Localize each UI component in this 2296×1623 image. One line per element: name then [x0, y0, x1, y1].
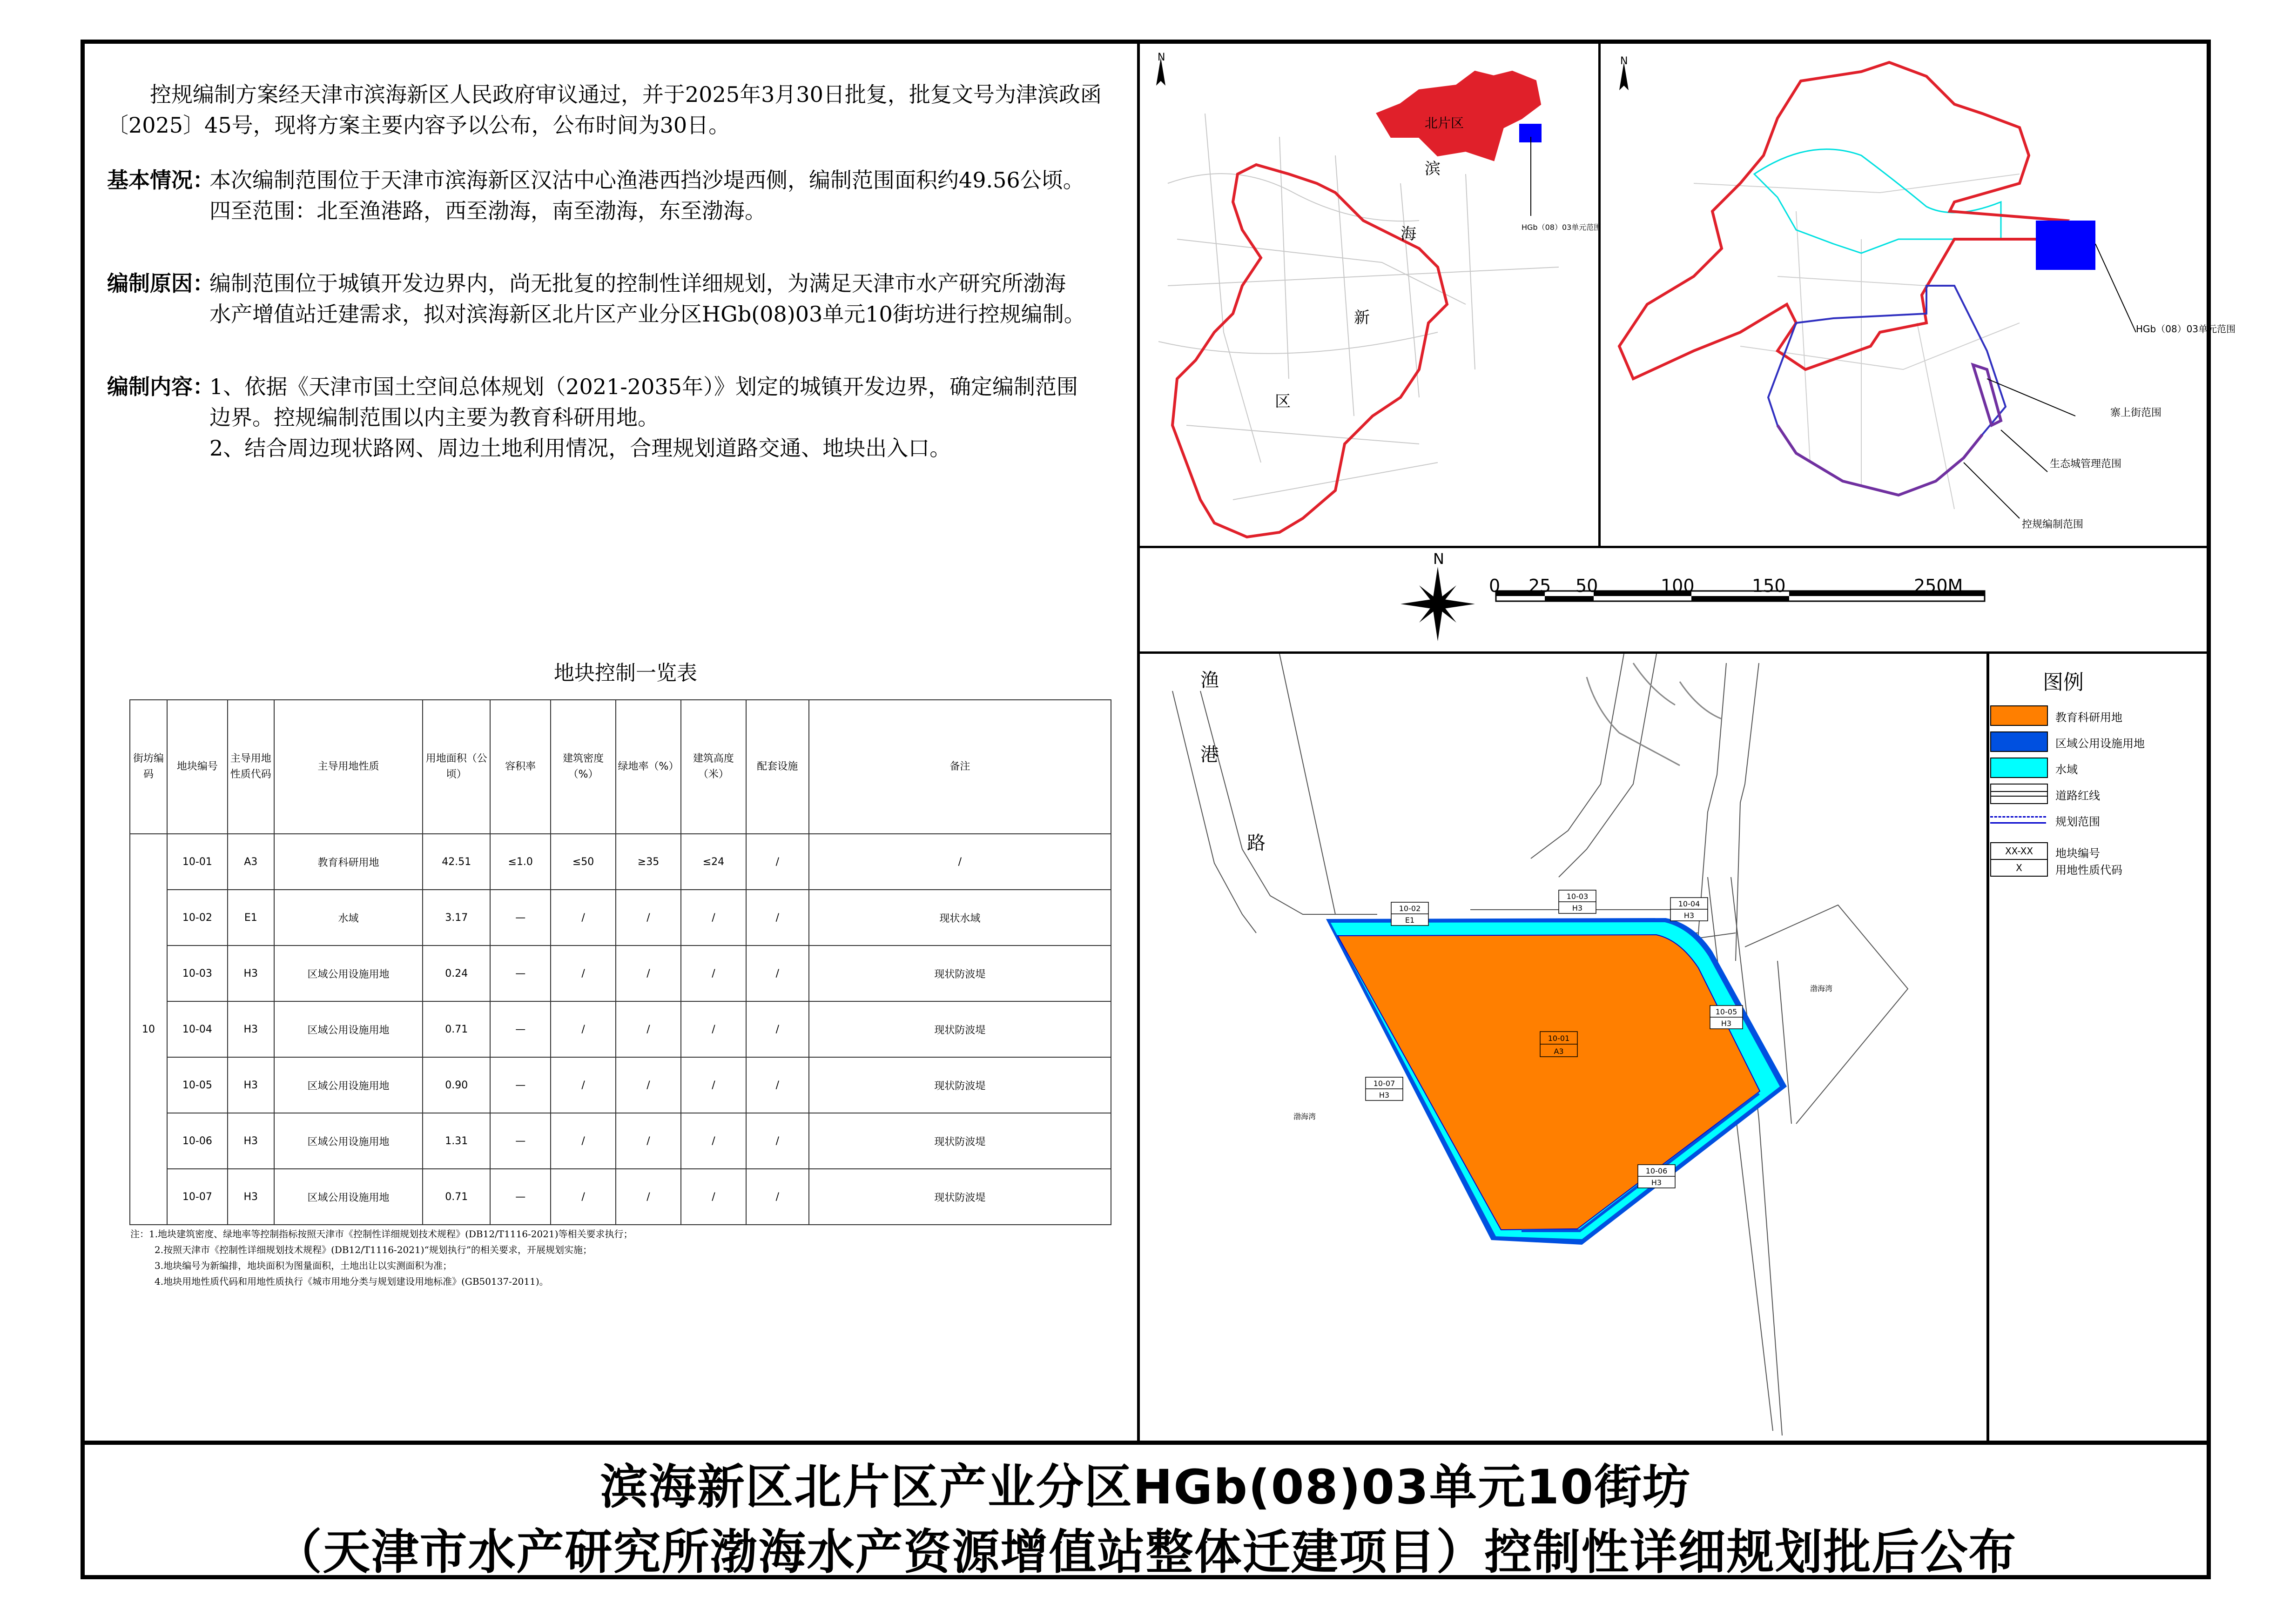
table-note: 注：1.地块建筑密度、绿地率等控制指标按照天津市《控制性详细规划技术规程》(DB12/T1116-2021)等相关要求执行； [130, 1228, 633, 1240]
table-cell: 区域公用设施用地 [274, 1057, 423, 1113]
table-cell: 水域 [274, 890, 423, 946]
map-label-xin: 新 [1354, 309, 1370, 327]
legend-divider [1986, 654, 1989, 1441]
table-cell: ≤24 [681, 834, 746, 890]
table-cell: ≤50 [551, 834, 616, 890]
content-line-1: 1、依据《天津市国土空间总体规划（2021-2035年）》划定的城镇开发边界，确定编制范围 [209, 374, 1078, 399]
table-cell: / [551, 890, 616, 946]
svg-text:A3: A3 [1554, 1047, 1564, 1056]
sea-label-west: 渤海湾 [1293, 1112, 1316, 1121]
content-line-3: 2、结合周边现状路网、周边土地利用情况，合理规划道路交通、地块出入口。 [209, 436, 951, 461]
table-cell: 现状防波堤 [809, 946, 1111, 1001]
table-body [130, 834, 1111, 1225]
table-cell: / [746, 1169, 809, 1225]
table-cell: 10-05 [167, 1057, 228, 1113]
parcel-label-10-04 [1670, 898, 1708, 921]
scale-tick-100: 100 [1661, 576, 1695, 596]
table-cell: E1 [228, 890, 274, 946]
legend-title: 图例 [2043, 671, 2084, 694]
reason-line-1: 编制范围位于城镇开发边界内，尚无批复的控制性详细规划，为满足天津市水产研究所渤海 [209, 271, 1066, 296]
compass-icon [1400, 550, 1475, 641]
table-header-row [130, 700, 1111, 834]
map-label-hai: 海 [1400, 225, 1416, 243]
content-line-2: 边界。控规编制范围以内主要为教育科研用地。 [209, 405, 659, 430]
document-title [81, 1445, 2211, 1579]
table-cell: 区域公用设施用地 [274, 946, 423, 1001]
table-cell: 区域公用设施用地 [274, 1169, 423, 1225]
table-cell: 0.90 [423, 1057, 490, 1113]
table-cell: ≤1.0 [490, 834, 551, 890]
basic-section [107, 165, 1103, 226]
title-divider [81, 1441, 2211, 1445]
svg-text:10-04: 10-04 [1678, 899, 1700, 908]
table-cell: — [490, 890, 551, 946]
table-cell: H3 [228, 1057, 274, 1113]
reason-line-2: 水产增值站迁建需求，拟对滨海新区北片区产业分区HGb(08)03单元10街坊进行控规编制。 [209, 302, 1085, 327]
table-cell: 区域公用设施用地 [274, 1001, 423, 1057]
scale-bar-area [1140, 548, 2210, 651]
table-cell: 42.51 [423, 834, 490, 890]
table-row [130, 1001, 1111, 1057]
table-cell: 3.17 [423, 890, 490, 946]
svg-text:N: N [1158, 52, 1165, 63]
svg-text:10-02: 10-02 [1399, 904, 1421, 913]
table-cell: 现状防波堤 [809, 1057, 1111, 1113]
table-cell: — [490, 946, 551, 1001]
table-note: 2.按照天津市《控制性详细规划技术规程》(DB12/T1116-2021)“规划执行”的相关要求，开展规划实施； [155, 1244, 592, 1255]
table-cell: 0.71 [423, 1169, 490, 1225]
table-cell: 10-04 [167, 1001, 228, 1057]
table-cell: A3 [228, 834, 274, 890]
map-left-callout: HGb（08）03单元范围 [1522, 223, 1602, 232]
sea-label-east: 渤海湾 [1810, 984, 1833, 993]
table-cell: / [551, 1057, 616, 1113]
table-cell: / [746, 1113, 809, 1169]
legend-swatch-blue [1990, 731, 2048, 752]
unit-marker-right [2036, 221, 2095, 270]
scale-tick-0: 0 [1489, 576, 1501, 596]
table-cell: 10-03 [167, 946, 228, 1001]
svg-text:10-01: 10-01 [1548, 1034, 1570, 1043]
north-arrow-right-icon [1619, 55, 1629, 90]
legend-swatch-boundary [1990, 810, 2046, 828]
table-row [130, 1113, 1111, 1169]
legend-swatch-cyan [1990, 758, 2048, 778]
table-cell: 区域公用设施用地 [274, 1113, 423, 1169]
block-code-cell: 10 [130, 834, 167, 1225]
location-map-city [1140, 44, 1602, 546]
table-cell: 10-07 [167, 1169, 228, 1225]
content-heading: 编制内容： [107, 374, 214, 399]
table-cell: — [490, 1001, 551, 1057]
reason-heading: 编制原因： [107, 271, 214, 296]
svg-text:E1: E1 [1405, 916, 1415, 925]
table-cell: 现状防波堤 [809, 1169, 1111, 1225]
location-map-district [1601, 44, 2236, 546]
control-table [129, 699, 1111, 1225]
table-note: 3.地块编号为新编排，地块面积为图量面积，土地出让以实测面积为准； [155, 1260, 452, 1271]
table-cell: / [616, 890, 681, 946]
table-cell: 0.71 [423, 1001, 490, 1057]
table-cell: H3 [228, 1113, 274, 1169]
reason-section [107, 268, 1103, 329]
svg-text:10-06: 10-06 [1645, 1167, 1668, 1175]
map-right-callout-1: HGb（08）03单元范围 [2136, 323, 2236, 335]
table-cell: / [551, 946, 616, 1001]
intro-text [107, 79, 1103, 463]
basic-line-2: 四至范围：北至渔港路，西至渤海，南至渤海，东至渤海。 [209, 198, 766, 223]
table-cell: / [746, 890, 809, 946]
table-cell: 10-02 [167, 890, 228, 946]
table-cell: / [746, 1001, 809, 1057]
table-cell: H3 [228, 1169, 274, 1225]
table-cell: / [681, 1001, 746, 1057]
table-notes [130, 1226, 633, 1289]
table-header-cell: 备注 [809, 700, 1111, 834]
parcel-label-10-03 [1559, 890, 1596, 913]
table-cell: / [681, 1057, 746, 1113]
table-header-cell: 主导用地性质 [274, 700, 423, 834]
table-cell: H3 [228, 1001, 274, 1057]
table-cell: / [616, 1057, 681, 1113]
table-cell: 0.24 [423, 946, 490, 1001]
road-char-2: 港 [1200, 744, 1219, 765]
table-cell: / [681, 1169, 746, 1225]
title-line-2: （天津市水产研究所渤海水产资源增值站整体迁建项目）控制性详细规划批后公布 [274, 1525, 2017, 1580]
table-cell: 现状水域 [809, 890, 1111, 946]
table-row [130, 834, 1111, 890]
svg-text:H3: H3 [1379, 1091, 1390, 1100]
table-cell: / [746, 834, 809, 890]
map-label-beipianqu: 北片区 [1425, 115, 1464, 131]
table-cell: / [551, 1001, 616, 1057]
table-cell: 10-06 [167, 1113, 228, 1169]
svg-text:10-03: 10-03 [1566, 892, 1589, 901]
table-row [130, 1057, 1111, 1113]
table-cell: / [551, 1113, 616, 1169]
svg-text:H3: H3 [1651, 1178, 1662, 1187]
table-cell: ≥35 [616, 834, 681, 890]
table-header-cell: 街坊编码 [130, 700, 167, 834]
parcel-label-10-06 [1638, 1165, 1675, 1188]
table-header-cell: 主导用地性质代码 [228, 700, 274, 834]
north-arrow-left-icon [1156, 52, 1165, 86]
scale-tick-50: 50 [1576, 576, 1598, 596]
svg-text:10-05: 10-05 [1715, 1007, 1737, 1016]
table-row [130, 1169, 1111, 1225]
legend-swatch-orange [1990, 705, 2048, 726]
intro-paragraph: 控规编制方案经天津市滨海新区人民政府审议通过，并于2025年3月30日批复，批复文号为津滨政函〔2025〕45号，现将方案主要内容予以公布，公布时间为30日。 [107, 82, 1102, 138]
svg-text:N: N [1620, 55, 1628, 67]
table-cell: / [681, 890, 746, 946]
table-header-cell: 绿地率（%） [616, 700, 681, 834]
table-cell: / [616, 1169, 681, 1225]
parcel-label-10-02 [1391, 902, 1428, 926]
scale-tick-150: 150 [1752, 576, 1786, 596]
table-header-cell: 建筑密度（%） [551, 700, 616, 834]
basic-heading: 基本情况： [107, 168, 214, 193]
table-cell: 现状防波堤 [809, 1113, 1111, 1169]
table-cell: H3 [228, 946, 274, 1001]
road-char-3: 路 [1247, 832, 1266, 854]
table-header-cell: 用地面积（公顷） [423, 700, 490, 834]
table-header-cell: 建筑高度（米） [681, 700, 746, 834]
parcel-label-10-05 [1710, 1006, 1743, 1029]
table-cell: / [809, 834, 1111, 890]
table-cell: 现状防波堤 [809, 1001, 1111, 1057]
legend-swatch-road [1990, 784, 2048, 804]
svg-text:10-07: 10-07 [1373, 1079, 1395, 1088]
svg-text:H3: H3 [1721, 1019, 1732, 1028]
parcel-label-10-07 [1366, 1077, 1403, 1100]
table-cell: / [616, 1113, 681, 1169]
table-cell: / [616, 1001, 681, 1057]
scale-bar [1496, 591, 1985, 601]
table-header-cell: 地块编号 [167, 700, 228, 834]
table-cell: 1.31 [423, 1113, 490, 1169]
table-row [130, 946, 1111, 1001]
table-cell: — [490, 1169, 551, 1225]
table-title: 地块控制一览表 [554, 661, 697, 685]
map-label-bin: 滨 [1425, 160, 1441, 178]
map-right-callout-4: 控规编制范围 [2022, 519, 2084, 530]
scale-tick-250: 250M [1914, 576, 1963, 596]
table-header-cell: 配套设施 [746, 700, 809, 834]
table-cell: — [490, 1057, 551, 1113]
title-line-1: 滨海新区北片区产业分区HGb(08)03单元10街坊 [600, 1460, 1691, 1515]
legend-code-box: XX-XX X [1990, 842, 2048, 877]
svg-text:N: N [1433, 550, 1444, 568]
site-plan-map [1140, 654, 1986, 1441]
content-section [107, 371, 1103, 463]
road-char-1: 渔 [1200, 670, 1219, 691]
table-cell: / [746, 946, 809, 1001]
table-header-cell: 容积率 [490, 700, 551, 834]
map-right-callout-3: 生态城管理范围 [2050, 458, 2122, 470]
table-row [130, 890, 1111, 946]
map-label-qu: 区 [1275, 392, 1291, 411]
table-note: 4.地块用地性质代码和用地性质执行《城市用地分类与规划建设用地标准》(GB50137-2011)。 [155, 1276, 549, 1287]
table-cell: / [681, 1113, 746, 1169]
scale-tick-25: 25 [1528, 576, 1551, 596]
table-cell: — [490, 1113, 551, 1169]
table-cell: / [681, 946, 746, 1001]
table-cell: 10-01 [167, 834, 228, 890]
svg-text:H3: H3 [1572, 904, 1583, 912]
basic-line-1: 本次编制范围位于天津市滨海新区汉沽中心渔港西挡沙堤西侧，编制范围面积约49.56公顷。 [209, 168, 1084, 193]
table-cell: 教育科研用地 [274, 834, 423, 890]
map-right-callout-2: 寨上街范围 [2110, 407, 2162, 419]
svg-text:H3: H3 [1683, 911, 1695, 920]
table-cell: / [746, 1057, 809, 1113]
table-cell: / [551, 1169, 616, 1225]
table-cell: / [616, 946, 681, 1001]
